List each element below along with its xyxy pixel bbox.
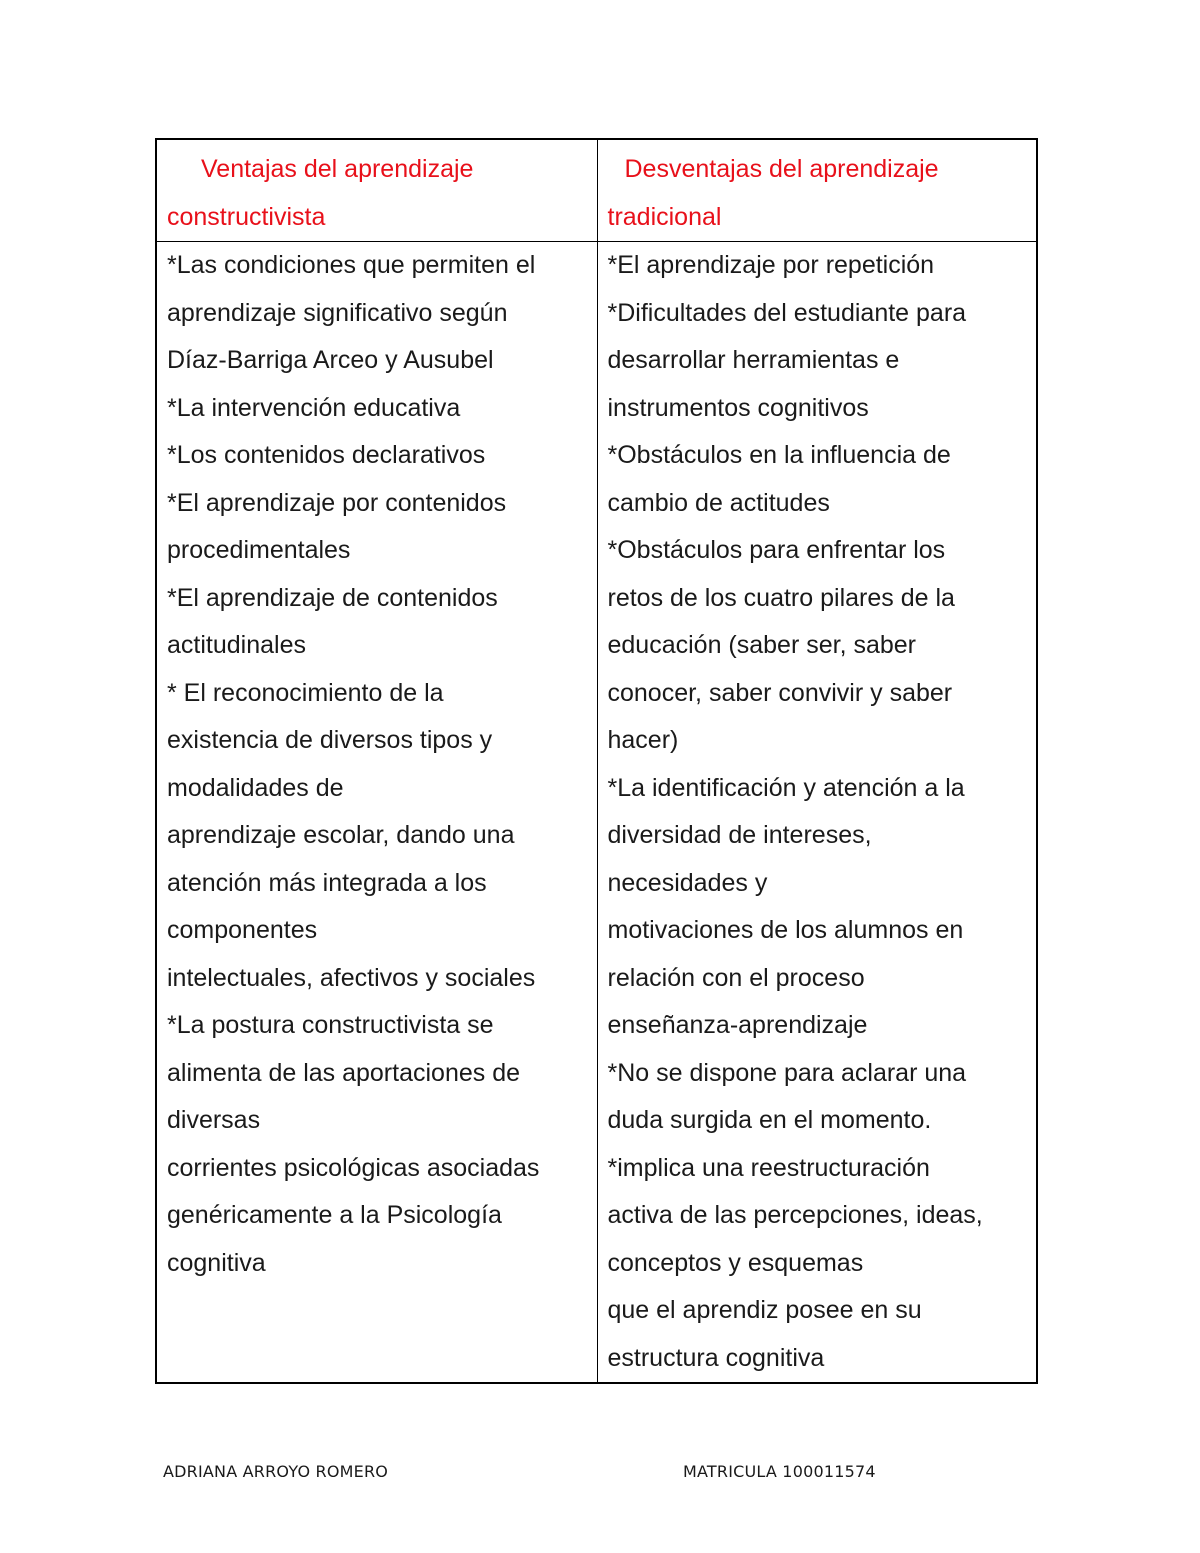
ventajas-line: aprendizaje escolar, dando una: [167, 821, 515, 849]
ventajas-line: *El aprendizaje por contenidos: [167, 488, 507, 517]
desventajas-line: desarrollar herramientas e: [607, 346, 900, 374]
ventajas-line: genéricamente a la Psicología: [167, 1201, 502, 1229]
desventajas-list: [598, 242, 1037, 1382]
desventajas-line: *implica una reestructuración: [607, 1153, 930, 1182]
header-desventajas-line1: Desventajas del aprendizaje: [624, 155, 939, 183]
header-cell-desventajas: [597, 139, 1037, 242]
desventajas-line: *Obstáculos en la influencia de: [607, 441, 951, 469]
ventajas-line: modalidades de: [167, 773, 344, 802]
desventajas-line: *Obstáculos para enfrentar los: [607, 536, 946, 564]
ventajas-line: existencia de diversos tipos y: [167, 726, 493, 754]
ventajas-line: corrientes psicológicas asociadas: [167, 1153, 540, 1182]
ventajas-line: *Los contenidos declarativos: [167, 441, 486, 469]
ventajas-line: *Las condiciones que permiten el: [167, 251, 536, 279]
comparison-table: [155, 138, 1038, 1384]
desventajas-line: duda surgida en el momento.: [607, 1106, 932, 1134]
desventajas-line: hacer): [607, 726, 679, 754]
ventajas-list: [157, 242, 597, 1287]
ventajas-line: alimenta de las aportaciones de: [167, 1058, 521, 1087]
desventajas-line: cambio de actitudes: [607, 488, 830, 517]
desventajas-line: relación con el proceso: [607, 963, 865, 992]
ventajas-line: Díaz-Barriga Arceo y Ausubel: [167, 346, 494, 374]
header-ventajas-line2: constructivista: [167, 202, 326, 231]
header-ventajas-line1: Ventajas del aprendizaje: [201, 155, 474, 183]
ventajas-line: *La postura constructivista se: [167, 1011, 494, 1039]
desventajas-line: *Dificultades del estudiante para: [607, 298, 967, 327]
desventajas-line: retos de los cuatro pilares de la: [607, 583, 955, 612]
ventajas-line: intelectuales, afectivos y sociales: [167, 963, 536, 992]
desventajas-line: *La identificación y atención a la: [607, 773, 965, 802]
footer-matricula: MATRICULA 100011574: [683, 1462, 876, 1481]
body-cell-desventajas: [597, 242, 1037, 1384]
desventajas-line: enseñanza-aprendizaje: [607, 1011, 868, 1039]
ventajas-line: *El aprendizaje de contenidos: [167, 583, 498, 612]
desventajas-line: diversidad de intereses,: [607, 821, 872, 849]
desventajas-line: conceptos y esquemas: [607, 1248, 864, 1277]
ventajas-line: *La intervención educativa: [167, 393, 461, 422]
footer-author: ADRIANA ARROYO ROMERO: [163, 1462, 389, 1481]
desventajas-line: activa de las percepciones, ideas,: [607, 1201, 983, 1229]
desventajas-line: que el aprendiz posee en su: [607, 1296, 922, 1324]
desventajas-line: educación (saber ser, saber: [607, 631, 917, 659]
ventajas-line: * El reconocimiento de la: [167, 678, 444, 707]
desventajas-line: estructura cognitiva: [607, 1343, 825, 1372]
ventajas-line: atención más integrada a los: [167, 868, 487, 897]
table-body-row: [156, 242, 1037, 1384]
body-cell-ventajas: [156, 242, 597, 1384]
ventajas-line: procedimentales: [167, 536, 351, 564]
header-desventajas-line2: tradicional: [607, 202, 722, 231]
ventajas-line: aprendizaje significativo según: [167, 298, 508, 327]
desventajas-line: *No se dispone para aclarar una: [607, 1058, 967, 1087]
desventajas-line: necesidades y: [607, 868, 768, 897]
ventajas-line: componentes: [167, 916, 318, 944]
ventajas-line: actitudinales: [167, 631, 306, 659]
desventajas-line: *El aprendizaje por repetición: [607, 251, 935, 279]
header-cell-ventajas: [156, 139, 597, 242]
desventajas-line: conocer, saber convivir y saber: [607, 678, 953, 707]
ventajas-line: diversas: [167, 1106, 261, 1134]
table-header-row: [156, 139, 1037, 242]
desventajas-line: instrumentos cognitivos: [607, 393, 869, 422]
desventajas-line: motivaciones de los alumnos en: [607, 916, 964, 944]
ventajas-line: cognitiva: [167, 1248, 266, 1277]
